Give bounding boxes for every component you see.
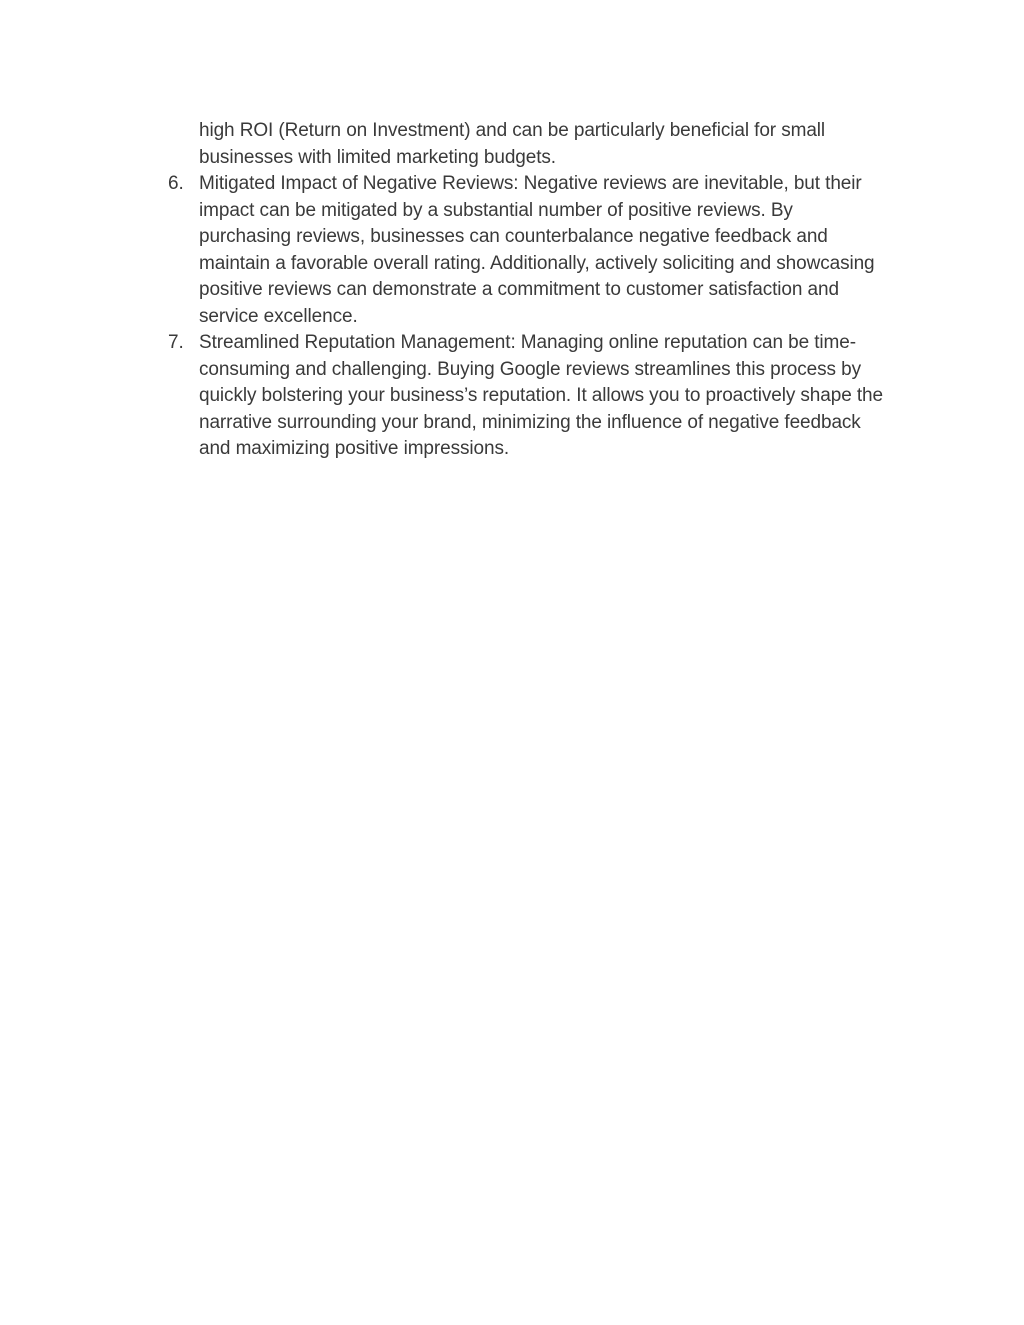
document-body	[168, 118, 888, 463]
list-item	[168, 171, 888, 330]
list-item-text: Streamlined Reputation Management: Managing online reputation can be time-consuming and challenging. Buying Google reviews streamlines this process by quickly bolstering your business’s reputation. It allows you to proactively shape the narrative surrounding your brand, minimizing the influence of negative feedback and maximizing positive impressions.	[199, 332, 883, 459]
list-item	[168, 330, 888, 463]
list-number: 6.	[168, 173, 184, 194]
list-number: 7.	[168, 332, 184, 353]
continued-paragraph: high ROI (Return on Investment) and can be particularly beneficial for small businesses with limited marketing budgets.	[199, 120, 826, 168]
list-item-text: Mitigated Impact of Negative Reviews: Negative reviews are inevitable, but their impact can be mitigated by a substantial number of positive reviews. By purchasing reviews, businesses can counterbalance negative feedback and maintain a favorable overall rating. Additionally, actively soliciting and showcasing positive reviews can demonstrate a commitment to customer satisfaction and service excellence.	[199, 173, 875, 327]
